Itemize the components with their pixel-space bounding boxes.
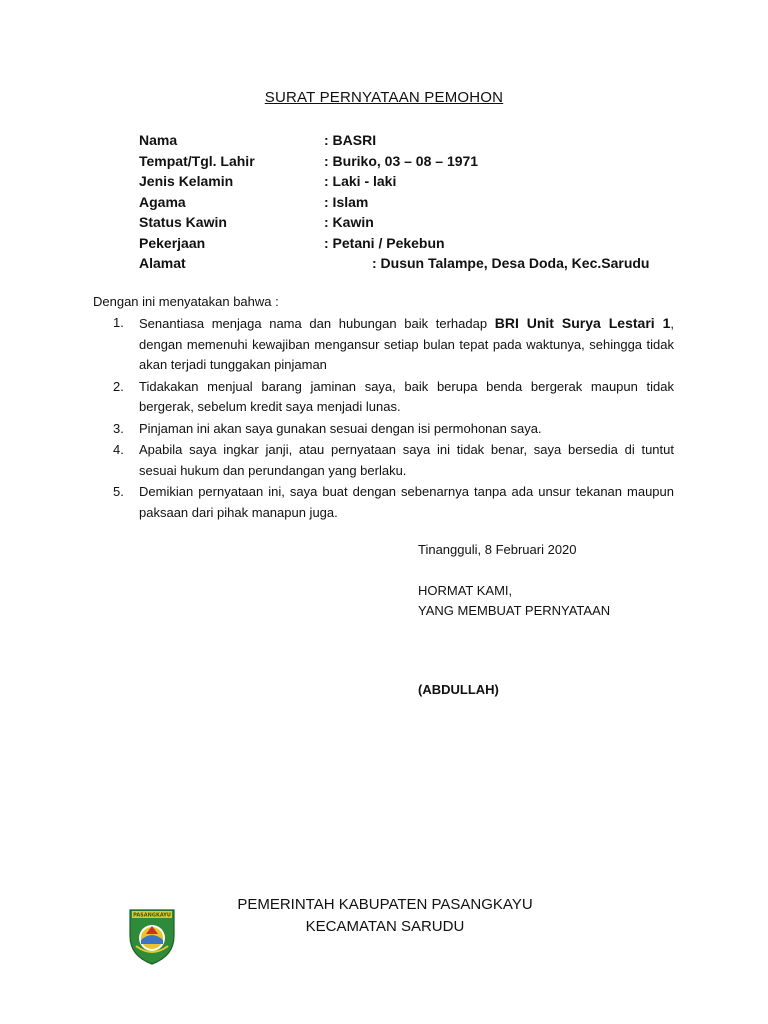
list-item-text: Demikian pernyataan ini, saya buat dengan sebenarnya tanpa ada unsur tekanan maupun paksaan dari pihak manapun juga. [139, 484, 674, 520]
list-item-number: 5. [113, 484, 124, 499]
identity-value: : BASRI [324, 132, 377, 148]
identity-label: Nama [139, 132, 178, 148]
spacer [418, 561, 610, 581]
identity-label: Agama [139, 193, 186, 210]
identity-row-nama [139, 130, 699, 151]
footer-line: PEMERINTAH KABUPATEN PASANGKAYU [237, 896, 533, 913]
list-item [113, 313, 674, 376]
list-item-number: 3. [113, 420, 124, 436]
identity-value: : Petani / Pekebun [324, 234, 445, 251]
clause-text-after: , dengan memenuhi kewajiban mengansur setiap bulan tepat pada waktunya, sehingga tidak akan terjadi tunggakan pinjaman [139, 316, 674, 372]
list-item [113, 419, 674, 440]
statement-list [113, 313, 674, 524]
identity-label: Alamat [139, 255, 186, 271]
place-date: Tinangguli, 8 Februari 2020 [418, 542, 577, 557]
list-item-number: 1. [113, 315, 124, 330]
identity-value: : Dusun Talampe, Desa Doda, Kec.Sarudu [372, 255, 650, 271]
identity-value: : Buriko, 03 – 08 – 1971 [324, 152, 479, 169]
identity-label: Jenis Kelamin [139, 173, 234, 189]
identity-label: Pekerjaan [139, 234, 206, 251]
list-item [113, 377, 674, 418]
footer-heading [150, 894, 620, 938]
statement-intro: Dengan ini menyatakan bahwa : [93, 294, 279, 309]
list-item-text [139, 313, 674, 376]
identity-value: : Islam [324, 193, 369, 210]
identity-row-marital [139, 212, 699, 233]
identity-value: : Laki - laki [324, 173, 397, 189]
list-item-number: 2. [113, 378, 124, 394]
identity-row-birth [139, 151, 699, 172]
closing-line: YANG MEMBUAT PERNYATAAN [418, 603, 611, 618]
identity-block [139, 130, 699, 274]
identity-label: Tempat/Tgl. Lahir [139, 152, 255, 169]
list-item-text: Apabila saya ingkar janji, atau pernyataan saya ini tidak benar, saya bersedia di tuntut sesuai hukum dan perundangan yang berlaku. [139, 442, 674, 478]
list-item-text: Pinjaman ini akan saya gunakan sesuai dengan isi permohonan saya. [139, 420, 542, 436]
identity-row-gender [139, 171, 699, 192]
identity-row-religion [139, 192, 699, 213]
document-title: SURAT PERNYATAAN PEMOHON [264, 89, 504, 106]
identity-value: : Kawin [324, 214, 374, 230]
identity-row-address [139, 253, 699, 274]
identity-row-occupation [139, 233, 699, 254]
signature-block [418, 540, 610, 622]
list-item [113, 482, 674, 523]
bank-name: BRI Unit Surya Lestari 1 [494, 315, 671, 331]
identity-label: Status Kawin [139, 214, 227, 230]
footer-line: KECAMATAN SARUDU [305, 918, 465, 935]
list-item-number: 4. [113, 442, 124, 457]
list-item [113, 440, 674, 481]
emblem-text: PASANGKAYU [133, 912, 171, 919]
signatory-name: (ABDULLAH) [418, 682, 499, 697]
clause-text-before: Senantiasa menjaga nama dan hubungan baik terhadap [139, 316, 495, 331]
closing-line: HORMAT KAMI, [418, 582, 513, 598]
list-item-text: Tidakakan menjual barang jaminan saya, baik berupa benda bergerak maupun tidak bergerak, sebelum kredit saya menjadi lunas. [139, 378, 674, 414]
